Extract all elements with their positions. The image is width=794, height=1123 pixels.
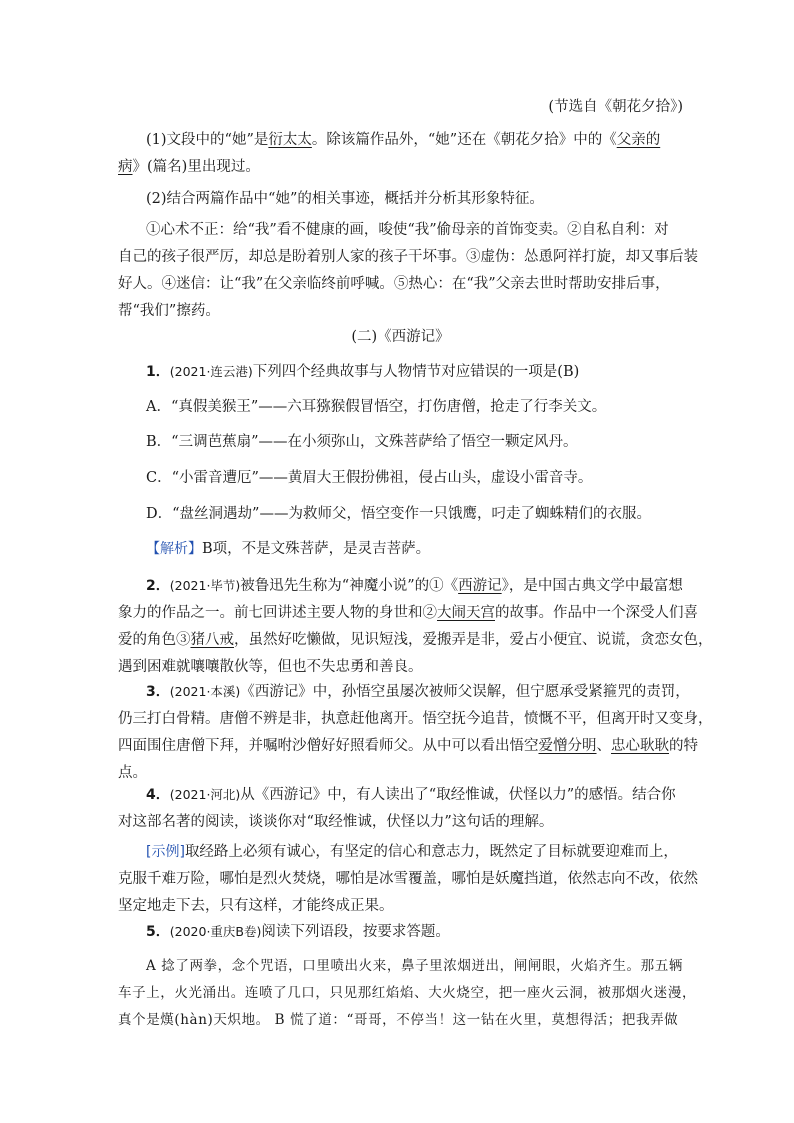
item-5: 5．(2020·重庆B卷)阅读下列语段，按要求答题。 <box>146 924 450 940</box>
analysis-tag: 【解析】 <box>146 541 202 557</box>
item-number: 5． <box>146 924 170 940</box>
question-2-answer: ①心术不正：给“我”看不健康的画，唆使“我”偷母亲的首饰变卖。②自私自利：对 自己的孩子很严厉，却总是盼着别人家的孩子干坏事。③虚伪：怂恿阿祥打旋，却又事后装 好人。④迷信：让“我”在父亲临终前呼喊。⑤热心：在“我”父亲去世时帮助安排后事， 帮“我们”擦药。 <box>118 222 698 319</box>
item-2: 2．(2021·毕节)被鲁迅先生称为“神魔小说”的①《西游记》，是中国古典文学中最富想 象力的作品之一。前七回讲述主要人物的身世和②大闹天宫的故事。作品中一个深受人们喜 爱的角色③猪八戒，虽然好吃懒做，见识短浅，爱搬弄是非，爱占小便宜、说谎，贪恋女色， 遇到困难就嚷嚷散伙等，但也不失忠勇和善良。 <box>118 578 713 675</box>
item-5-passage: A 捻了两拳，念个咒语，口里喷出火来，鼻子里浓烟迸出，闸闸眼，火焰齐生。那五辆 车子上，火光涌出。连喷了几口，只见那红焰焰、大火烧空，把一座火云洞，被那烟火迷漫， 真个是熯(hàn)天炽地。 B 慌了道：“哥哥，不停当！这一钻在火里，莫想得活；把我弄做 <box>118 958 697 1028</box>
option-d: D．“盘丝洞遇劫”——为救师父，悟空变作一只饿鹰，叼走了蜘蛛精们的衣服。 <box>146 506 651 522</box>
item-source: (2021·连云港) <box>169 364 253 379</box>
item-3: 3．(2021·本溪)《西游记》中，孙悟空虽屡次被师父误解，但宁愿承受紧箍咒的责罚， 仍三打白骨精。唐僧不辨是非，执意赶他离开。悟空抚今追昔，愤慨不平，但离开时又变身， 四面围住唐僧下拜，并嘱咐沙僧好好照看师父。从中可以看出悟空爱憎分明、忠心耿耿的特 点。 <box>118 684 713 781</box>
item-4-example: [示例]取经路上必须有诚心，有坚定的信心和意志力，既然定了目标就要迎难而上， 克服千难万险，哪怕是烈火焚烧，哪怕是冰雪覆盖，哪怕是妖魔挡道，依然志向不改，依然 坚定地走下去，只有这样，才能终成正果。 <box>118 844 698 914</box>
item-number: 4． <box>146 787 170 803</box>
answer-blank: 衍太太 <box>268 132 312 148</box>
question-1: (1)文段中的“她”是衍太太。除该篇作品外，“她”还在《朝花夕拾》中的《父亲的 病》(篇名)里出现过。 <box>118 132 661 175</box>
item-4: 4．(2021·河北)从《西游记》中，有人读出了“取经惟诚，伏怪以力”的感悟。结合你 对这部名著的阅读，谈谈你对“取经惟诚，伏怪以力”这句话的理解。 <box>118 787 676 830</box>
answer-blank: 病 <box>118 159 133 175</box>
example-tag: [示例] <box>146 844 185 860</box>
item-source: (2021·河北) <box>169 787 241 802</box>
item-number: 3． <box>146 684 170 700</box>
item-source: (2020·重庆B卷) <box>169 924 262 939</box>
question-2-prompt: (2)结合两篇作品中“她”的相关事迹，概括并分析其形象特征。 <box>146 191 544 207</box>
answer-blank: 西游记 <box>458 578 502 594</box>
item-number: 2． <box>146 578 170 594</box>
option-c: C．“小雷音遭厄”——黄眉大王假扮佛祖，侵占山头，虚设小雷音寺。 <box>146 470 593 486</box>
answer-blank: 猪八戒 <box>190 632 234 648</box>
analysis: 【解析】B项，不是文殊菩萨，是灵吉菩萨。 <box>146 541 431 557</box>
item-number: 1． <box>146 364 170 380</box>
answer-blank: 父亲的 <box>616 132 661 148</box>
option-b: B．“三调芭蕉扇”——在小须弥山，文殊菩萨给了悟空一颗定风丹。 <box>146 434 578 450</box>
section-title: (二)《西游记》 <box>351 329 450 345</box>
source-note: (节选自《朝花夕拾》) <box>548 99 683 115</box>
item-source: (2021·毕节) <box>169 578 241 593</box>
answer-blank: 忠心耿耿 <box>611 738 669 754</box>
answer-blank: 大闹天宫 <box>437 605 495 621</box>
answer-blank: 爱憎分明 <box>538 738 597 754</box>
item-source: (2021·本溪) <box>169 684 241 699</box>
option-a: A．“真假美猴王”——六耳猕猴假冒悟空，打伤唐僧，抢走了行李关文。 <box>146 399 607 415</box>
item-1: 1．(2021·连云港)下列四个经典故事与人物情节对应错误的一项是(B) <box>146 364 580 380</box>
